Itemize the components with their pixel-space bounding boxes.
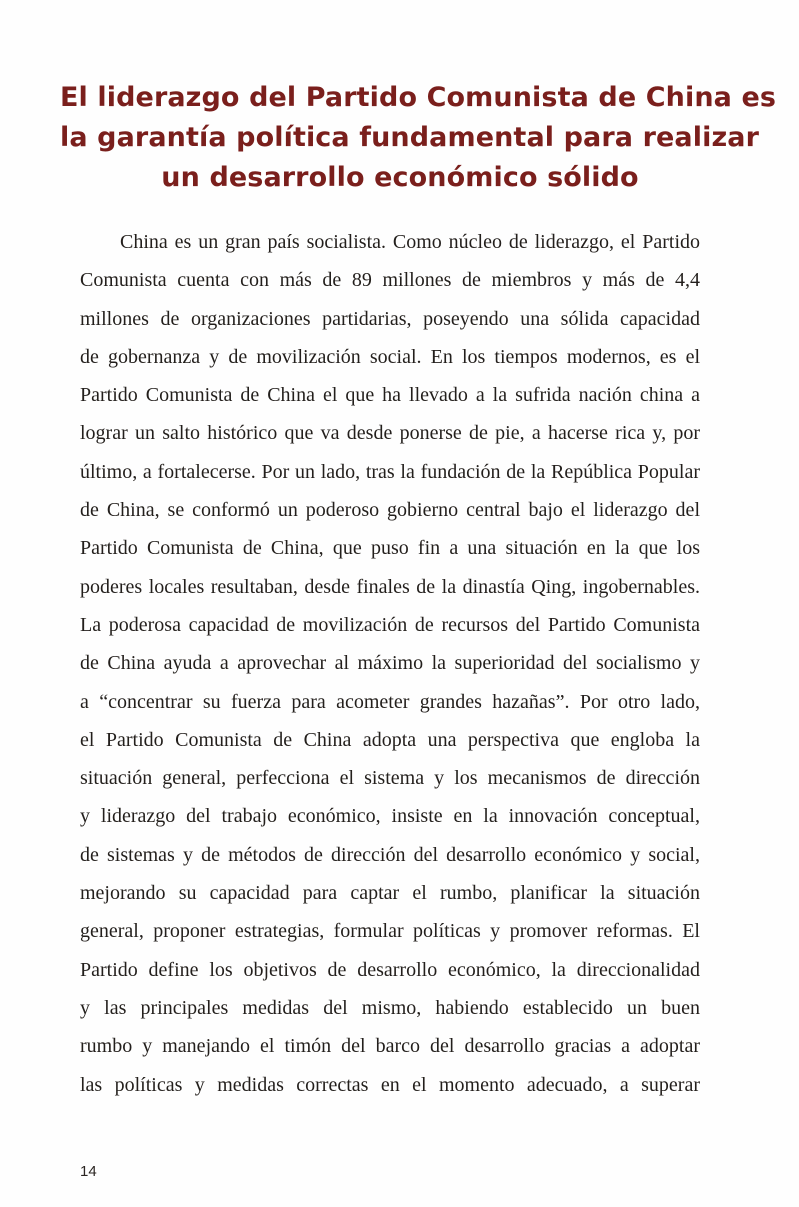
paragraph-line: Partido define los objetivos de desarrollo económico, la direccionalidad: [80, 958, 700, 981]
paragraph-line: de China ayuda a aprovechar al máximo la superioridad del socialismo y: [80, 652, 700, 675]
heading-line: un desarrollo económico sólido: [161, 162, 639, 193]
paragraph-line: de sistemas y de métodos de dirección del desarrollo económico y social,: [80, 843, 700, 866]
paragraph-line: lograr un salto histórico que va desde ponerse de pie, a hacerse rica y, por: [80, 422, 700, 445]
paragraph-line: y las principales medidas del mismo, habiendo establecido un buen: [80, 996, 700, 1019]
body-paragraph: [80, 223, 700, 1104]
paragraph-line: el Partido Comunista de China adopta una perspectiva que engloba la: [80, 728, 700, 751]
paragraph-line: Partido Comunista de China el que ha llevado a la sufrida nación china a: [80, 384, 700, 407]
page-number: 14: [80, 1163, 97, 1180]
paragraph-line: a “concentrar su fuerza para acometer grandes hazañas”. Por otro lado,: [80, 690, 700, 713]
paragraph-line: general, proponer estrategias, formular políticas y promover reformas. El: [80, 920, 700, 943]
paragraph-line: situación general, perfecciona el sistema y los mecanismos de dirección: [80, 767, 700, 790]
paragraph-line: y liderazgo del trabajo económico, insiste en la innovación conceptual,: [80, 805, 700, 828]
paragraph-line: poderes locales resultaban, desde finales de la dinastía Qing, ingobernables.: [80, 575, 700, 598]
paragraph-line: mejorando su capacidad para captar el rumbo, planificar la situación: [80, 882, 700, 905]
paragraph-line: Partido Comunista de China, que puso fin a una situación en la que los: [80, 537, 700, 560]
paragraph-line: último, a fortalecerse. Por un lado, tras la fundación de la República Popular: [80, 460, 700, 483]
paragraph-line: las políticas y medidas correctas en el momento adecuado, a superar: [80, 1073, 700, 1096]
paragraph-line: La poderosa capacidad de movilización de recursos del Partido Comunista: [80, 613, 700, 636]
paragraph-line: Comunista cuenta con más de 89 millones de miembros y más de 4,4: [80, 269, 700, 292]
chapter-heading: [60, 78, 777, 198]
paragraph-line: de China, se conformó un poderoso gobierno central bajo el liderazgo del: [80, 499, 700, 522]
paragraph-line: China es un gran país socialista. Como núcleo de liderazgo, el Partido: [120, 231, 700, 253]
paragraph-line: millones de organizaciones partidarias, poseyendo una sólida capacidad: [80, 307, 700, 330]
paragraph-line: de gobernanza y de movilización social. En los tiempos modernos, es el: [80, 345, 700, 368]
heading-line: la garantía política fundamental para realizar: [60, 122, 760, 153]
paragraph-line: rumbo y manejando el timón del barco del desarrollo gracias a adoptar: [80, 1035, 700, 1058]
heading-line: El liderazgo del Partido Comunista de China es: [60, 82, 777, 113]
